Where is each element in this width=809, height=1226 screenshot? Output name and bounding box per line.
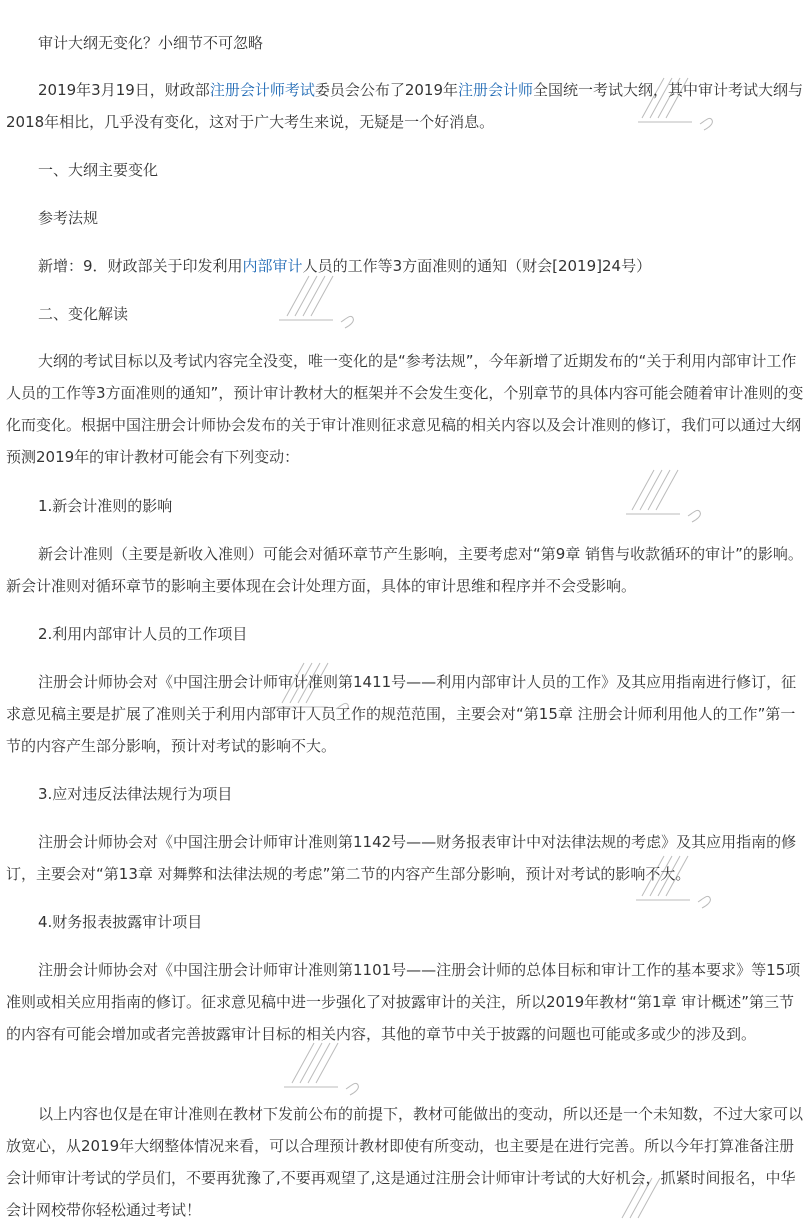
link-internal-audit[interactable]: 内部审计 xyxy=(242,257,303,275)
item-paragraph-2: 注册会计师协会对《中国注册会计师审计准则第1411号——利用内部审计人员的工作》及其应用指南进行修订，征求意见稿主要是扩展了准则关于利用内部审计人员工作的规范范围，主要会对“第15章 注册会计师利用他人的工作”第一节的内容产生部分影响，预计对考试的影响不大。 xyxy=(6,673,797,755)
new-item-text: 新增：9．财政部关于印发利用 xyxy=(38,257,243,275)
overview-paragraph: 大纲的考试目标以及考试内容完全没变，唯一变化的是“参考法规”，今年新增了近期发布的“关于利用内部审计工作人员的工作等3方面准则的通知”，预计审计教材大的框架并不会发生变化，个别章节的具体内容可能会随着审计准则的变化而变化。根据中国注册会计师协会发布的关于审计准则征求意见稿的相关内容以及会计准则的修订，我们可以通过大纲预测2019年的审计教材可能会有下列变动： xyxy=(6,352,804,466)
item-paragraph-3: 注册会计师协会对《中国注册会计师审计准则第1142号——财务报表审计中对法律法规的考虑》及其应用指南的修订，主要会对“第13章 对舞弊和法律法规的考虑”第二节的内容产生部分影响，预计对考试的影响不大。 xyxy=(6,833,797,883)
intro-paragraph xyxy=(6,74,806,138)
section-heading-2: 二、变化解读 xyxy=(38,305,129,323)
intro-text: 全国统一考试大纲，其中审计考试大纲与2018年相比，几乎没有变化，这对于广大考生来说，无疑是一个好消息。 xyxy=(6,81,804,131)
link-cpa[interactable]: 注册会计师 xyxy=(458,81,534,99)
item-paragraph-4: 注册会计师协会对《中国注册会计师审计准则第1101号——注册会计师的总体目标和审计工作的基本要求》等15项准则或相关应用指南的修订。征求意见稿中进一步强化了对披露审计的关注，所以2019年教材“第1章 审计概述”第三节的内容有可能会增加或者完善披露审计目标的相关内容，其他的章节中关于披露的问题也可能或多或少的涉及到。 xyxy=(6,961,801,1043)
new-item-line xyxy=(38,250,651,282)
item-heading-3: 3.应对违反法律法规行为项目 xyxy=(38,785,233,803)
reference-law-heading: 参考法规 xyxy=(38,209,99,227)
item-heading-2: 2.利用内部审计人员的工作项目 xyxy=(38,625,248,643)
intro-text: 2019年3月19日，财政部 xyxy=(38,81,210,99)
conclusion-paragraph: 以上内容也仅是在审计准则在教材下发前公布的前提下，教材可能做出的变动，所以还是一个未知数，不过大家可以放宽心，从2019年大纲整体情况来看，可以合理预计教材即使有所变动，也主要是在进行完善。所以今年打算准备注册会计师审计考试的学员们，不要再犹豫了,不要再观望了,这是通过注册会计师审计考试的大好机会，抓紧时间报名，中华会计网校带你轻松通过考试！ xyxy=(6,1105,804,1219)
article-title: 审计大纲无变化？小细节不可忽略 xyxy=(38,34,264,52)
link-cpa-exam[interactable]: 注册会计师考试 xyxy=(209,81,315,99)
new-item-text: 人员的工作等3方面准则的通知（财会[2019]24号） xyxy=(302,257,652,275)
item-heading-1: 1.新会计准则的影响 xyxy=(38,497,173,515)
section-heading-1: 一、大纲主要变化 xyxy=(38,161,159,179)
intro-text: 委员会公布了2019年 xyxy=(314,81,459,99)
item-heading-4: 4.财务报表披露审计项目 xyxy=(38,913,203,931)
item-paragraph-1: 新会计准则（主要是新收入准则）可能会对循环章节产生影响，主要考虑对“第9章 销售与收款循环的审计”的影响。新会计准则对循环章节的影响主要体现在会计处理方面，具体的审计思维和程序并不会受影响。 xyxy=(6,545,803,595)
